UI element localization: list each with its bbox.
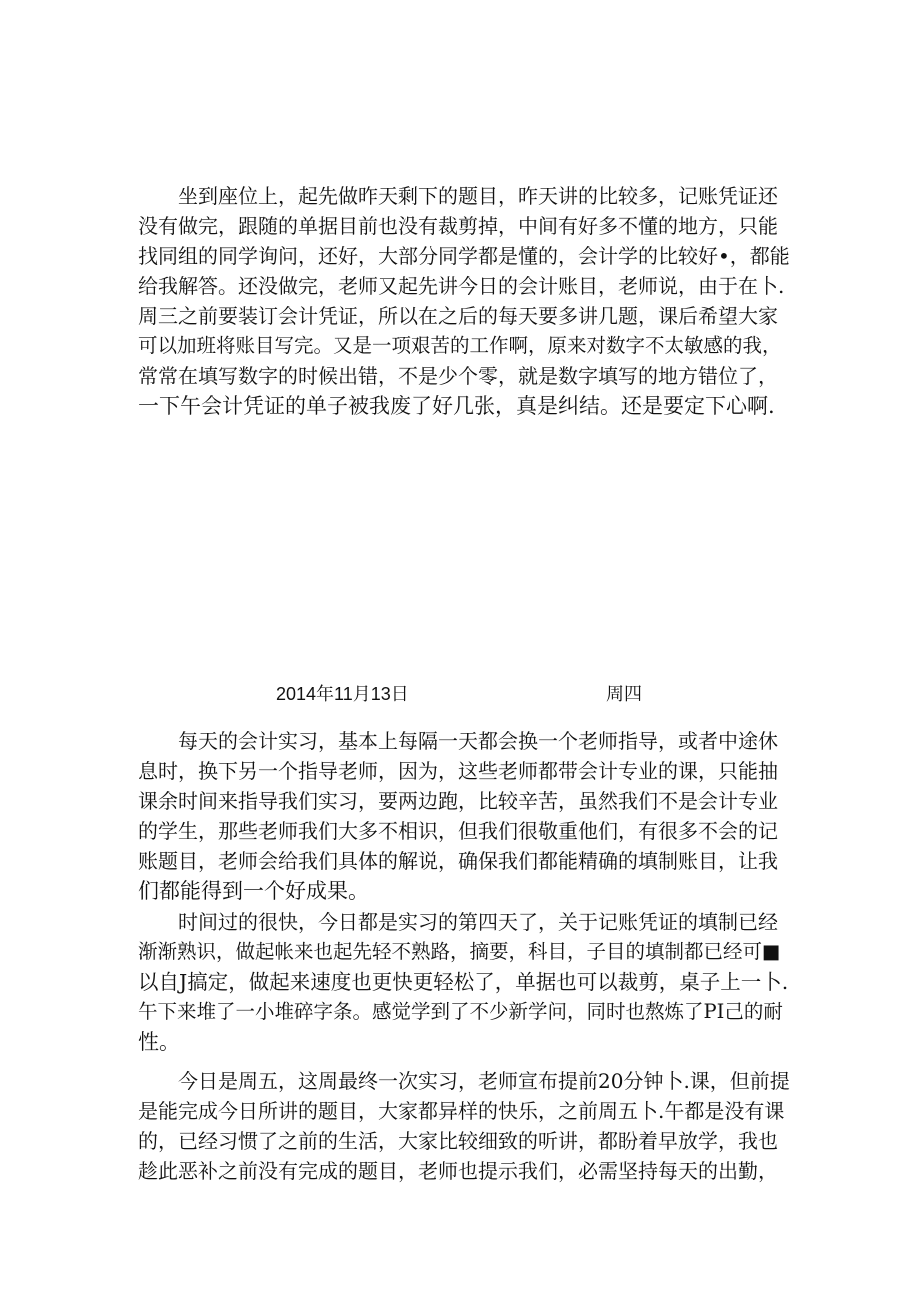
text-line: 午下来堆了一小堆碎字条。感觉学到了不少新学问，同时也熬炼了PI己的耐 [138, 1000, 783, 1023]
text-line: 的，已经习惯了之前的生活，大家比较细致的听讲，都盼着早放学，我也 [138, 1129, 778, 1153]
text-line: 今日是周五，这周最终一次实习，老师宣布提前20分钟卜.课，但前提 [138, 1069, 790, 1093]
text-line: 们都能得到一个好成果。 [138, 879, 369, 903]
text-line: 性。 [138, 1030, 180, 1054]
text-line: 每天的会计实习，基本上每隔一天都会换一个老师指导，或者中途休 [138, 729, 778, 753]
text-line: 的学生，那些老师我们大多不相识，但我们很敬重他们，有很多不会的记 [138, 819, 778, 843]
text-line: 息时，换下另一个指导老师，因为，这些老师都带会计专业的课，只能抽 [138, 759, 778, 783]
text-line: 找同组的同学询问，还好，大部分同学都是懂的，会计学的比较好•，都能 [138, 244, 790, 268]
text-line: 常常在填写数字的时候出错，不是少个零，就是数字填写的地方错位了， [138, 364, 778, 388]
text-line: 周三之前要装订会计凭证，所以在之后的每天要多讲几题，课后希望大家 [138, 304, 778, 328]
text-line: 一下午会计凭证的单子被我废了好几张，真是纠结。还是要定下心啊. [138, 394, 775, 418]
entry-date: 2014年11月13日 [276, 684, 409, 704]
text-line: 账题目，老师会给我们具体的解说，确保我们都能精确的填制账目，让我 [138, 849, 778, 873]
text-line: 渐渐熟识，做起帐来也起先轻不熟路，摘要，科目，子目的填制都已经可■ [138, 940, 781, 963]
text-line: 是能完成今日所讲的题目，大家都异样的快乐，之前周五卜.午都是没有课 [138, 1099, 785, 1123]
text-line: 给我解答。还没做完，老师又起先讲今日的会计账目，老师说，由于在卜. [138, 274, 785, 298]
text-line: 可以加班将账目写完。又是一项艰苦的工作啊，原来对数字不太敏感的我， [138, 334, 782, 357]
text-line: 时间过的很快，今日都是实习的第四天了，关于记账凭证的填制已经 [138, 910, 778, 934]
text-line: 坐到座位上，起先做昨天剩下的题目，昨天讲的比较多，记账凭证还 [138, 184, 778, 208]
text-line: 课余时间来指导我们实习，要两边跑，比较辛苦，虽然我们不是会计专业 [138, 789, 778, 813]
text-line: 没有做完，跟随的单据目前也没有裁剪掉，中间有好多不懂的地方，只能 [138, 214, 778, 238]
text-line: 以自J搞定，做起来速度也更快更轻松了，单据也可以裁剪，桌子上一卜. [138, 970, 789, 994]
text-line: 趁此恶补之前没有完成的题目，老师也提示我们，必需坚持每天的出勤， [138, 1159, 778, 1183]
entry-weekday: 周四 [606, 684, 642, 704]
